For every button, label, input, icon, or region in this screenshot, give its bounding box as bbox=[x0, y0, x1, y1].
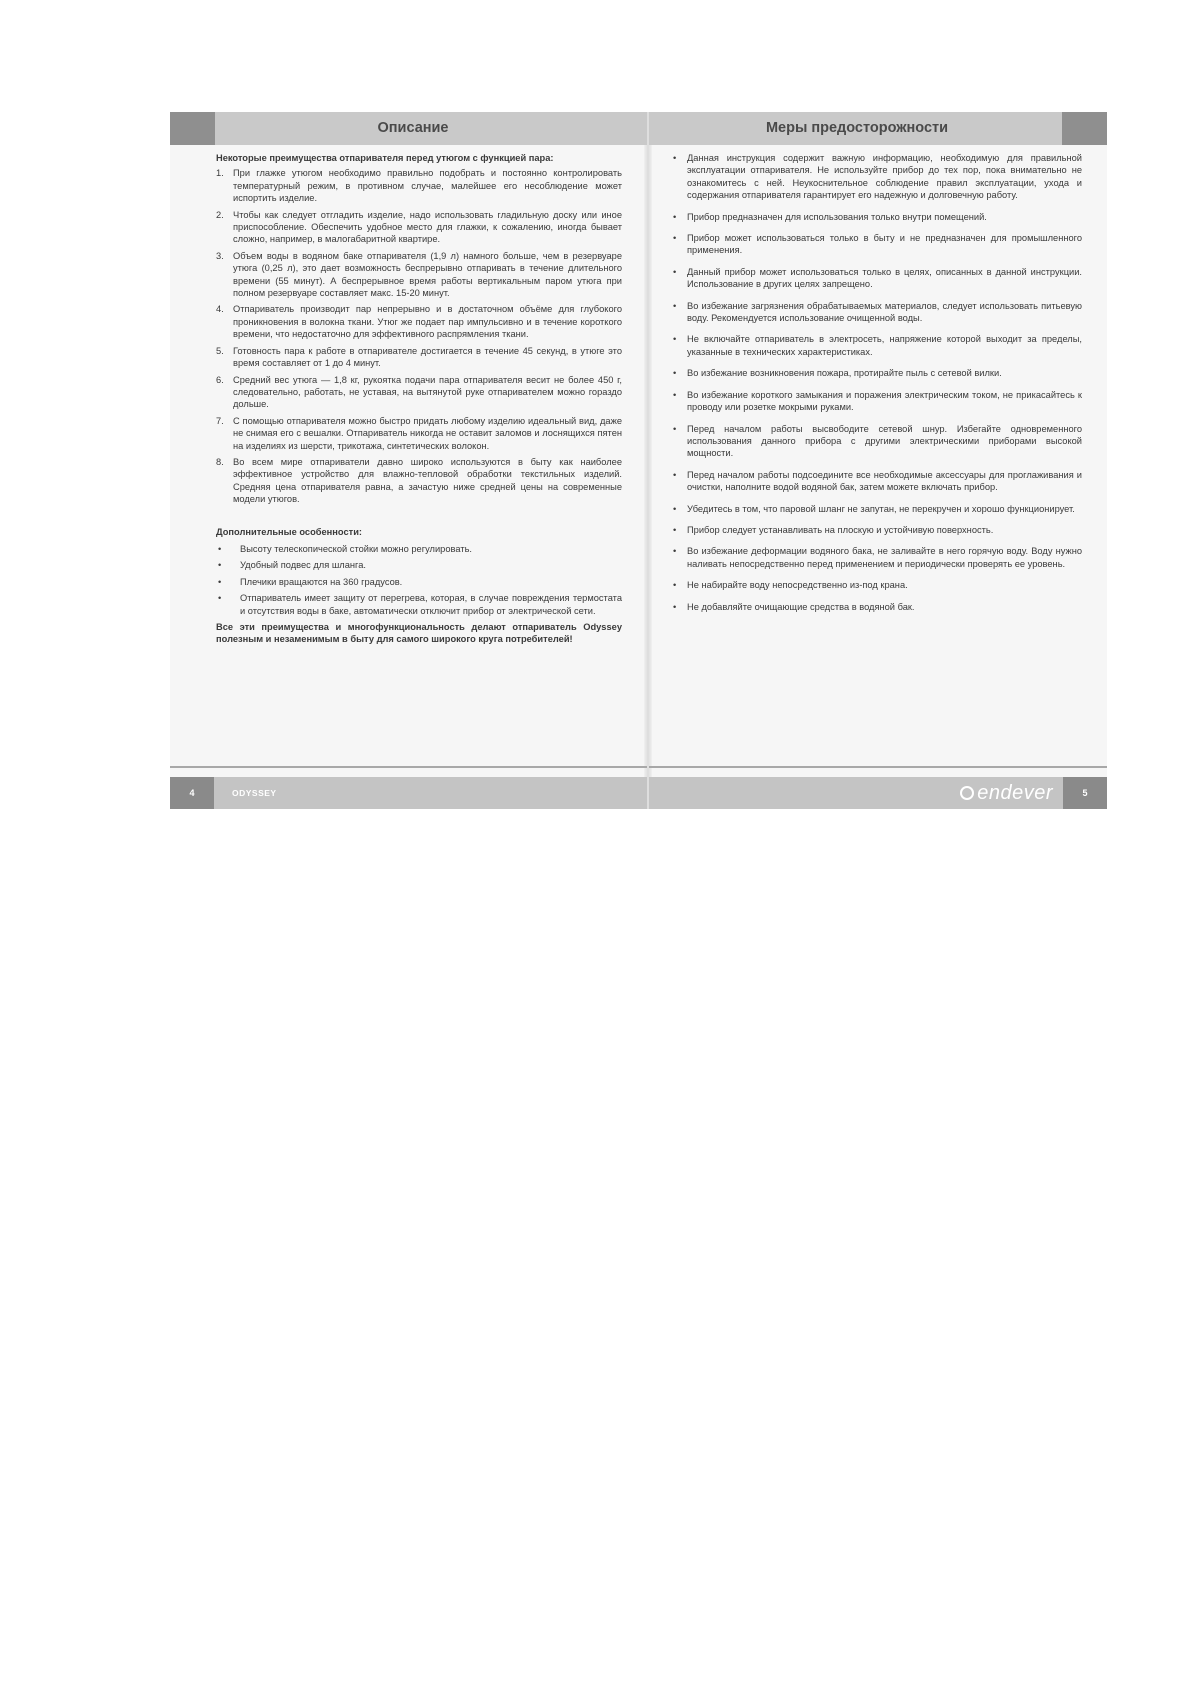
advantage-item bbox=[216, 456, 622, 506]
bullet-icon: • bbox=[673, 211, 677, 222]
bullet-icon: • bbox=[673, 524, 677, 535]
precaution-item bbox=[673, 367, 1082, 379]
item-text: Перед началом работы высвободите сетевой шнур. Избегайте одновременного использования данного прибора с другими электрическими приборами высокой мощности. bbox=[687, 423, 1082, 459]
precaution-item bbox=[673, 601, 1082, 613]
precaution-item bbox=[673, 152, 1082, 202]
item-text: Плечики вращаются на 360 градусов. bbox=[240, 576, 403, 587]
bullet-icon: • bbox=[218, 543, 222, 554]
right-page-number: 5 bbox=[1063, 777, 1107, 809]
precaution-item bbox=[673, 423, 1082, 460]
advantage-item bbox=[216, 374, 622, 411]
bullet-icon: • bbox=[218, 560, 222, 571]
precaution-item bbox=[673, 300, 1082, 325]
advantage-item bbox=[216, 303, 622, 340]
precaution-item bbox=[673, 545, 1082, 570]
item-text: Во избежание короткого замыкания и поражения электрическим током, не прикасайтесь к проводу или розетке мокрыми руками. bbox=[687, 389, 1082, 413]
item-text: Прибор может использоваться только в быту и не предназначен для промышленного применения. bbox=[687, 233, 1082, 256]
bullet-icon: • bbox=[673, 300, 677, 311]
bullet-icon: • bbox=[673, 368, 677, 379]
left-content bbox=[216, 152, 622, 646]
bullet-icon: • bbox=[218, 576, 222, 587]
bullet-icon: • bbox=[673, 266, 677, 277]
brand-name: endever bbox=[977, 782, 1053, 804]
model-name: ODYSSEY bbox=[232, 788, 277, 798]
precaution-item bbox=[673, 469, 1082, 494]
advantage-item bbox=[216, 209, 622, 246]
item-text: При глажке утюгом необходимо правильно подобрать и постоянно контролировать температурный режим, в противном случае, малейшее его несоблюдение может испортить изделие. bbox=[233, 168, 622, 204]
item-text: Во избежание загрязнения обрабатываемых материалов, следует использовать питьевую воду. Рекомендуется использование очищенной воды. bbox=[687, 300, 1082, 324]
bullet-icon: • bbox=[673, 153, 677, 163]
item-text: Во избежание деформации водяного бака, не заливайте в него горячую воду. Воду нужно наливать непосредственно перед применением и периодически проверять ее уровень. bbox=[687, 546, 1082, 569]
item-text: Перед началом работы подсоедините все необходимые аксессуары для проглаживания и очистки, наполните водой водяной бак, затем можете включать прибор. bbox=[687, 469, 1082, 493]
item-text: Не набирайте воду непосредственно из-под крана. bbox=[687, 580, 908, 591]
item-text: Убедитесь в том, что паровой шланг не запутан, не перекручен и хорошо функционирует. bbox=[687, 503, 1075, 514]
item-text: Данный прибор может использоваться только в целях, описанных в данной инструкции. Использование в других целях запрещено. bbox=[687, 266, 1082, 290]
item-number: 7. bbox=[216, 415, 224, 426]
precaution-item bbox=[673, 389, 1082, 414]
item-text: Готовность пара к работе в отпаривателе достигается в течение 45 секунд, в утюге это время составляет от 1 до 4 минут. bbox=[233, 345, 622, 369]
item-text: Объем воды в водяном баке отпаривателя (1,9 л) намного больше, чем в резервуаре утюга (0,25 л), это дает возможность беспрерывно отпаривать в течение длительного времени (55 минут). А беспрерывное время работы вертикальным паром утюга при полном резервуаре составляет макс. 15-20 минут. bbox=[233, 250, 622, 299]
item-number: 3. bbox=[216, 250, 224, 261]
precaution-item bbox=[673, 333, 1082, 358]
precautions-list bbox=[673, 152, 1082, 613]
left-page bbox=[170, 112, 647, 809]
advantages-list bbox=[216, 167, 622, 505]
right-footer-rule bbox=[649, 766, 1107, 768]
item-text: Удобный подвес для шланга. bbox=[240, 560, 366, 571]
precaution-item bbox=[673, 524, 1082, 536]
item-text: Данная инструкция содержит важную информацию, необходимую для правильной эксплуатации отпаривателя. Не используйте прибор до тех пор, пока внимательно не ознакомитесь с ней. Неукоснительное соблюдение правил эксплуатации, ухода и содержания отпаривателя гарантирует его надежную и долговечную работу. bbox=[687, 153, 1082, 201]
bullet-icon: • bbox=[673, 580, 677, 591]
feature-item bbox=[216, 576, 622, 588]
item-text: Средний вес утюга — 1,8 кг, рукоятка подачи пара отпаривателя весит не более 450 г, следовательно, работать, не уставая, на вытянутой руке отпаривателем можно гораздо дольше. bbox=[233, 374, 622, 410]
precaution-item bbox=[673, 579, 1082, 591]
item-text: Отпариватель имеет защиту от перегрева, которая, в случае повреждения термостата и отсутствия воды в баке, автоматически отключит прибор от электрической сети. bbox=[240, 593, 622, 616]
feature-item bbox=[216, 592, 622, 617]
item-number: 5. bbox=[216, 345, 224, 356]
item-text: Чтобы как следует отгладить изделие, надо использовать гладильную доску или иное приспособление. Обеспечить удобное место для глажки, к сожалению, иногда бывает сложно, например, в малогабаритной квартире. bbox=[233, 209, 622, 245]
precaution-item bbox=[673, 232, 1082, 257]
left-page-number: 4 bbox=[170, 777, 214, 809]
advantage-item bbox=[216, 167, 622, 204]
item-number: 1. bbox=[216, 168, 224, 179]
item-number: 2. bbox=[216, 209, 224, 220]
brand-logo bbox=[960, 777, 1053, 809]
right-page bbox=[649, 112, 1107, 809]
bullet-icon: • bbox=[673, 334, 677, 345]
advantage-item bbox=[216, 250, 622, 300]
item-number: 4. bbox=[216, 304, 224, 315]
item-text: Высоту телескопической стойки можно регулировать. bbox=[240, 543, 472, 554]
precaution-item bbox=[673, 211, 1082, 223]
item-text: Во всем мире отпариватели давно широко используются в быту как наиболее эффективное устройство для влажно-тепловой обработки текстильных изделий. Средняя цена отпаривателя равна, а зачастую ниже средней цены на современные модели утюгов. bbox=[233, 456, 622, 505]
bullet-icon: • bbox=[673, 546, 677, 557]
item-text: Не включайте отпариватель в электросеть, напряжение которой выходит за пределы, указанные в технических характеристиках. bbox=[687, 334, 1082, 357]
item-number: 8. bbox=[216, 456, 224, 467]
bullet-icon: • bbox=[673, 423, 677, 434]
left-page-title: Описание bbox=[377, 120, 449, 136]
bullet-icon: • bbox=[673, 503, 677, 514]
item-text: Отпариватель производит пар непрерывно и в достаточном объёме для глубокого проникновения в волокна ткани. Утюг же подает пар импульсивно и в течение короткого времени, что недостаточно для эффективного распрямления ткани. bbox=[233, 304, 622, 340]
item-text: Прибор предназначен для использования только внутри помещений. bbox=[687, 211, 987, 222]
bullet-icon: • bbox=[673, 233, 677, 244]
item-text: С помощью отпаривателя можно быстро придать любому изделию идеальный вид, даже не снимая его с вешалки. Отпариватель никогда не оставит заломов и лоснящихся пятен на изделиях из шерсти, трикотажа, синтетических волокон. bbox=[233, 415, 622, 451]
advantages-intro: Некоторые преимущества отпаривателя перед утюгом с функцией пара: bbox=[216, 153, 554, 163]
precaution-item bbox=[673, 266, 1082, 291]
feature-item bbox=[216, 543, 622, 555]
manual-spread bbox=[170, 112, 1107, 809]
right-header-tab bbox=[1062, 112, 1107, 145]
features-heading: Дополнительные особенности: bbox=[216, 526, 363, 537]
item-number: 6. bbox=[216, 374, 224, 385]
advantage-item bbox=[216, 345, 622, 370]
left-header-tab bbox=[170, 112, 215, 145]
right-page-title: Меры предосторожности bbox=[765, 120, 949, 136]
item-text: Не добавляйте очищающие средства в водяной бак. bbox=[687, 601, 915, 612]
item-text: Во избежание возникновения пожара, протирайте пыль с сетевой вилки. bbox=[687, 368, 1002, 379]
bullet-icon: • bbox=[673, 389, 677, 400]
precaution-item bbox=[673, 503, 1082, 515]
brand-mark-icon bbox=[960, 786, 974, 800]
bullet-icon: • bbox=[673, 601, 677, 612]
advantage-item bbox=[216, 415, 622, 452]
features-list bbox=[216, 543, 622, 617]
item-text: Прибор следует устанавливать на плоскую и устойчивую поверхность. bbox=[687, 524, 994, 535]
bullet-icon: • bbox=[673, 469, 677, 480]
closing-statement: Все эти преимущества и многофункциональность делают отпариватель Odyssey полезным и незаменимым в быту для самого широкого круга потребителей! bbox=[216, 622, 622, 645]
bullet-icon: • bbox=[218, 593, 222, 604]
right-content bbox=[673, 152, 1082, 622]
feature-item bbox=[216, 559, 622, 571]
left-footer-rule bbox=[170, 766, 647, 768]
